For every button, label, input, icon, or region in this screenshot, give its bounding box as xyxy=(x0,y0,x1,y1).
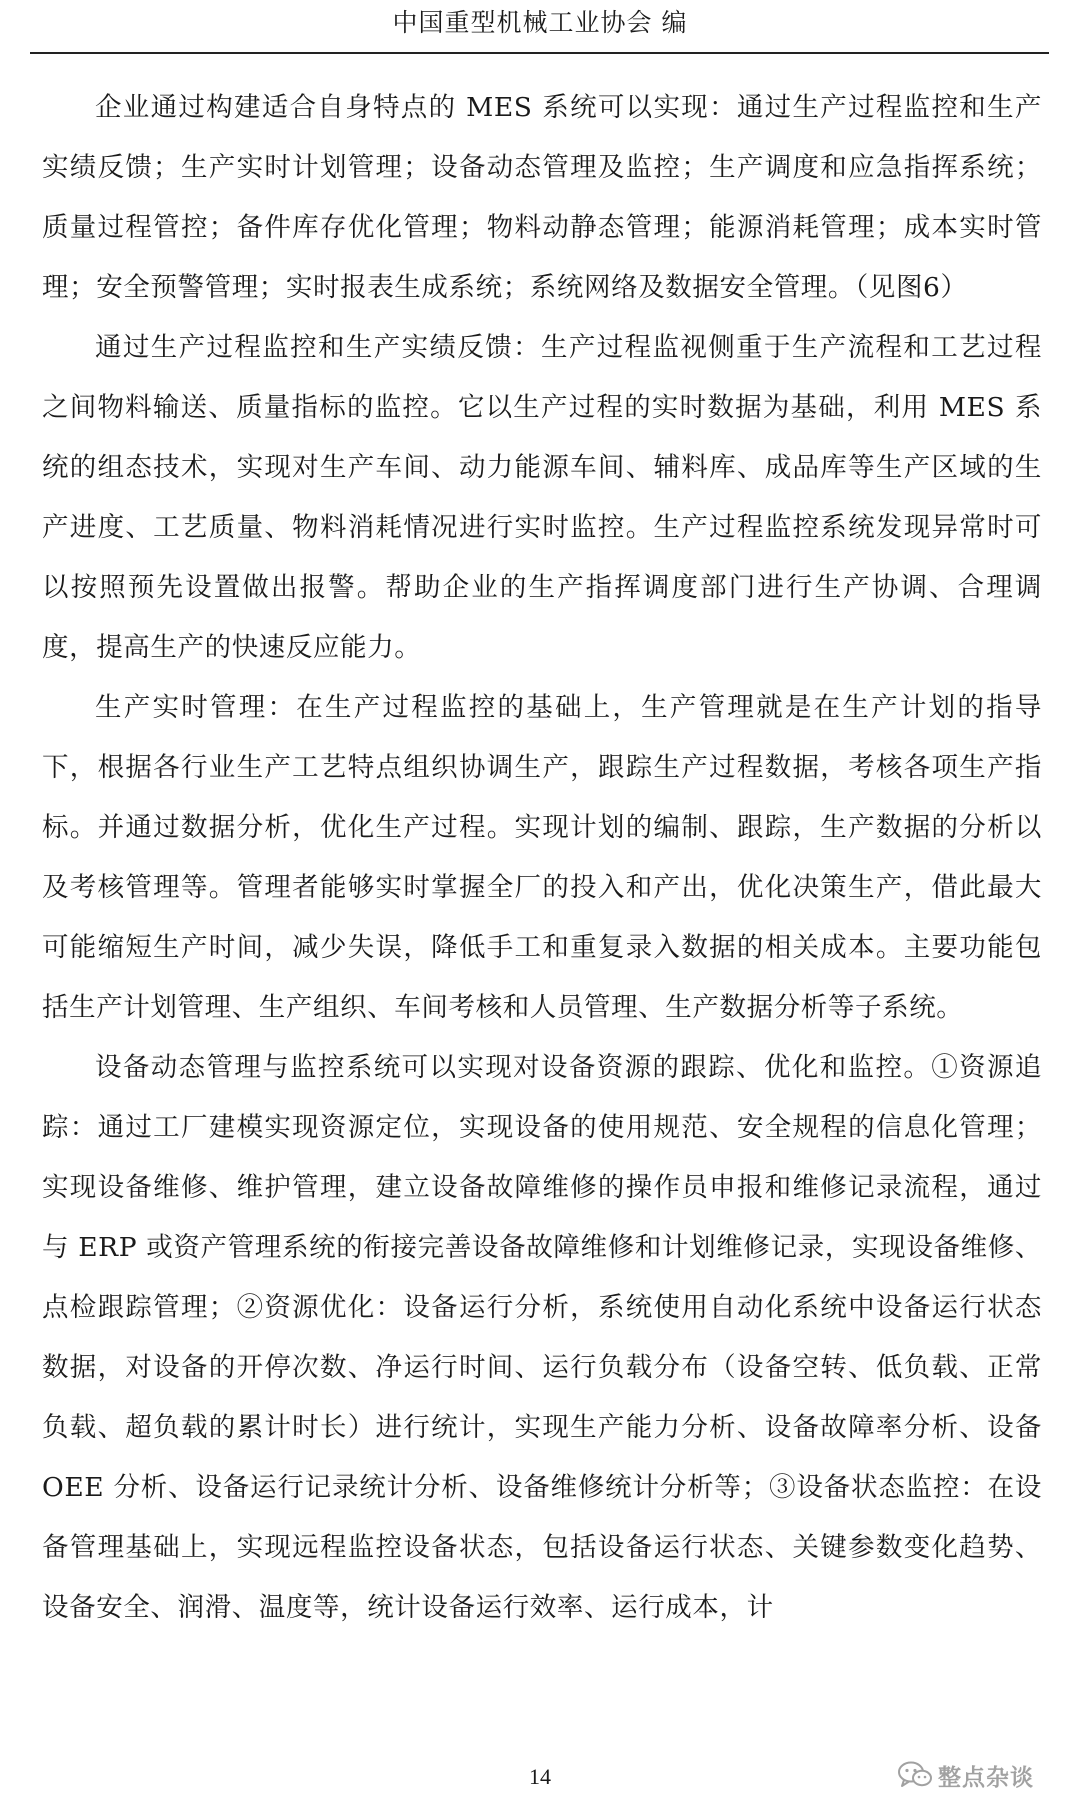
paragraph-process-monitoring: 通过生产过程监控和生产实绩反馈：生产过程监视侧重于生产流程和工艺过程之间物料输送、质量指标的监控。它以生产过程的实时数据为基础，利用 MES 系统的组态技术，实现对生产车间、动力能源车间、辅料库、成品库等生产区域的生产进度、工艺质量、物料消耗情况进行实时监控。生产过程监控系统发现异常时可以按照预先设置做出报警。帮助企业的生产指挥调度部门进行生产协调、合理调度，提高生产的快速反应能力。 xyxy=(42,332,1042,663)
page-number: 14 xyxy=(529,1764,551,1789)
watermark-text: 整点杂谈 xyxy=(938,1764,1034,1791)
page-header xyxy=(0,6,1080,40)
paragraph-equipment-management: 设备动态管理与监控系统可以实现对设备资源的跟踪、优化和监控。①资源追踪：通过工厂建模实现资源定位，实现设备的使用规范、安全规程的信息化管理；实现设备维修、维护管理，建立设备故障维修的操作员申报和维修记录流程，通过与 ERP 或资产管理系统的衔接完善设备故障维修和计划维修记录，实现设备维修、点检跟踪管理；②资源优化：设备运行分析，系统使用自动化系统中设备运行状态数据，对设备的开停次数、净运行时间、运行负载分布（设备空转、低负载、正常负载、超负载的累计时长）进行统计，实现生产能力分析、设备故障率分析、设备 OEE 分析、设备运行记录统计分析、设备维修统计分析等；③设备状态监控：在设备管理基础上，实现远程监控设备状态，包括设备运行状态、关键参数变化趋势、设备安全、润滑、温度等，统计设备运行效率、运行成本，计 xyxy=(42,1052,1042,1623)
paragraph-realtime-management: 生产实时管理：在生产过程监控的基础上，生产管理就是在生产计划的指导下，根据各行业生产工艺特点组织协调生产，跟踪生产过程数据，考核各项生产指标。并通过数据分析，优化生产过程。实现计划的编制、跟踪，生产数据的分析以及考核管理等。管理者能够实时掌握全厂的投入和产出，优化决策生产，借此最大可能缩短生产时间，减少失误，降低手工和重复录入数据的相关成本。主要功能包括生产计划管理、生产组织、车间考核和人员管理、生产数据分析等子系统。 xyxy=(42,692,1042,1023)
watermark xyxy=(898,1758,1034,1792)
header-divider xyxy=(30,52,1049,54)
document-body xyxy=(42,78,1042,1638)
header-title: 中国重型机械工业协会 编 xyxy=(392,8,688,37)
paragraph-mes-overview: 企业通过构建适合自身特点的 MES 系统可以实现：通过生产过程监控和生产实绩反馈；生产实时计划管理；设备动态管理及监控；生产调度和应急指挥系统；质量过程管控；备件库存优化管理；物料动静态管理；能源消耗管理；成本实时管理；安全预警管理；实时报表生成系统；系统网络及数据安全管理。（见图6） xyxy=(42,92,1042,303)
wechat-icon xyxy=(898,1761,932,1789)
